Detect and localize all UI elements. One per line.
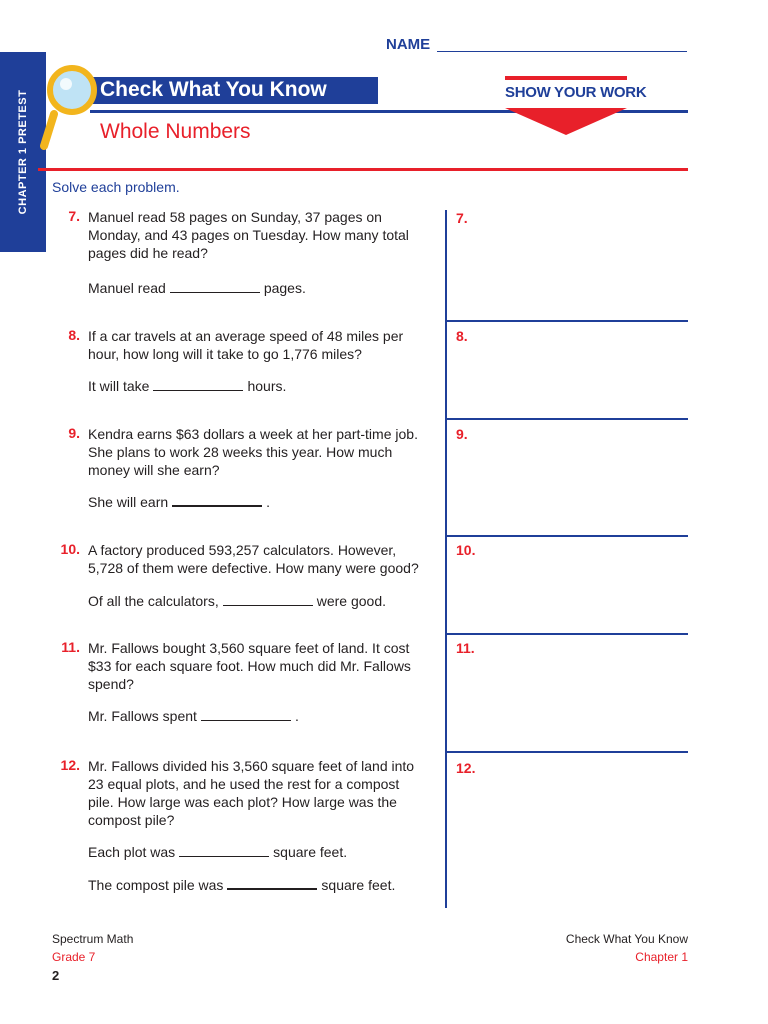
subtitle-divider: [38, 168, 688, 171]
answer-suffix: were good.: [316, 593, 387, 609]
page-number: 2: [52, 968, 60, 983]
answer-prefix: Mr. Fallows spent: [88, 708, 197, 724]
answer-suffix: square feet.: [321, 877, 396, 893]
work-area-divider: [445, 210, 447, 908]
work-area-label-12: 12.: [456, 760, 476, 776]
answer-line: [88, 378, 286, 394]
problem-number: 9.: [68, 425, 80, 441]
answer-blank[interactable]: [179, 856, 269, 857]
footer-section: Check What You Know: [565, 932, 688, 946]
problem-text: Manuel read 58 pages on Sunday, 37 pages on Monday, and 43 pages on Tuesday. How many total pages did he read?: [88, 209, 409, 261]
instructions: Solve each problem.: [52, 179, 180, 195]
chapter-side-tab-label: CHAPTER 1 PRETEST: [17, 89, 29, 215]
show-work-bar: [505, 76, 627, 80]
answer-line-2: [88, 877, 395, 893]
work-area-separator: [445, 535, 688, 537]
work-area-label-7: 7.: [456, 210, 468, 226]
answer-blank[interactable]: [153, 390, 243, 391]
answer-suffix: square feet.: [273, 844, 348, 860]
magnifier-icon: [38, 62, 108, 152]
problem-text: A factory produced 593,257 calculators. However, 5,728 of them were defective. How many were good?: [88, 542, 419, 576]
answer-blank[interactable]: [172, 505, 262, 507]
answer-blank[interactable]: [201, 720, 291, 721]
answer-blank[interactable]: [223, 605, 313, 606]
answer-line: [88, 494, 270, 510]
footer-grade: Grade 7: [52, 950, 96, 964]
answer-suffix: .: [266, 494, 271, 510]
answer-blank[interactable]: [227, 888, 317, 890]
answer-suffix: hours.: [247, 378, 287, 394]
problem-text: Mr. Fallows bought 3,560 square feet of land. It cost $33 for each square foot. How much did Mr. Fallows spend?: [88, 640, 411, 692]
answer-suffix: .: [294, 708, 299, 724]
problem-number: 12.: [60, 757, 80, 773]
down-arrow-icon: [505, 108, 627, 135]
page-title: Check What You Know: [100, 78, 327, 101]
work-area-label-9: 9.: [456, 426, 468, 442]
problem-number: 7.: [68, 208, 80, 224]
show-your-work-label: SHOW YOUR WORK: [505, 84, 647, 101]
work-area-separator: [445, 418, 688, 420]
answer-prefix: Of all the calculators,: [88, 593, 219, 609]
name-label: NAME: [386, 36, 431, 53]
answer-line: [88, 844, 347, 860]
work-area-label-10: 10.: [456, 542, 476, 558]
answer-prefix: The compost pile was: [88, 877, 224, 893]
work-area-separator: [445, 751, 688, 753]
answer-suffix: pages.: [263, 280, 306, 296]
work-area-separator: [445, 320, 688, 322]
answer-line: [88, 708, 299, 724]
name-input-line[interactable]: [437, 51, 687, 52]
answer-blank[interactable]: [170, 292, 260, 293]
answer-prefix: It will take: [88, 378, 150, 394]
work-area-label-8: 8.: [456, 328, 468, 344]
answer-line: [88, 280, 306, 296]
problem-text: If a car travels at an average speed of 48 miles per hour, how long will it take to go 1,776 miles?: [88, 328, 404, 362]
answer-prefix: She will earn: [88, 494, 169, 510]
problem-number: 10.: [60, 541, 80, 557]
page-subtitle: Whole Numbers: [100, 120, 251, 143]
problem-number: 11.: [61, 639, 80, 655]
answer-prefix: Each plot was: [88, 844, 176, 860]
work-area-label-11: 11.: [456, 640, 475, 656]
answer-prefix: Manuel read: [88, 280, 166, 296]
footer-series: Spectrum Math: [52, 932, 134, 946]
problem-text: Mr. Fallows divided his 3,560 square feet of land into 23 equal plots, and he used the rest for a compost pile. How large was each plot? How large was the compost pile?: [88, 758, 415, 828]
problem-text: Kendra earns $63 dollars a week at her part-time job. She plans to work 28 weeks this year. How much money will she earn?: [88, 426, 418, 478]
answer-line: [88, 593, 386, 609]
problem-number: 8.: [68, 327, 80, 343]
footer-chapter: Chapter 1: [635, 950, 688, 964]
work-area-separator: [445, 633, 688, 635]
